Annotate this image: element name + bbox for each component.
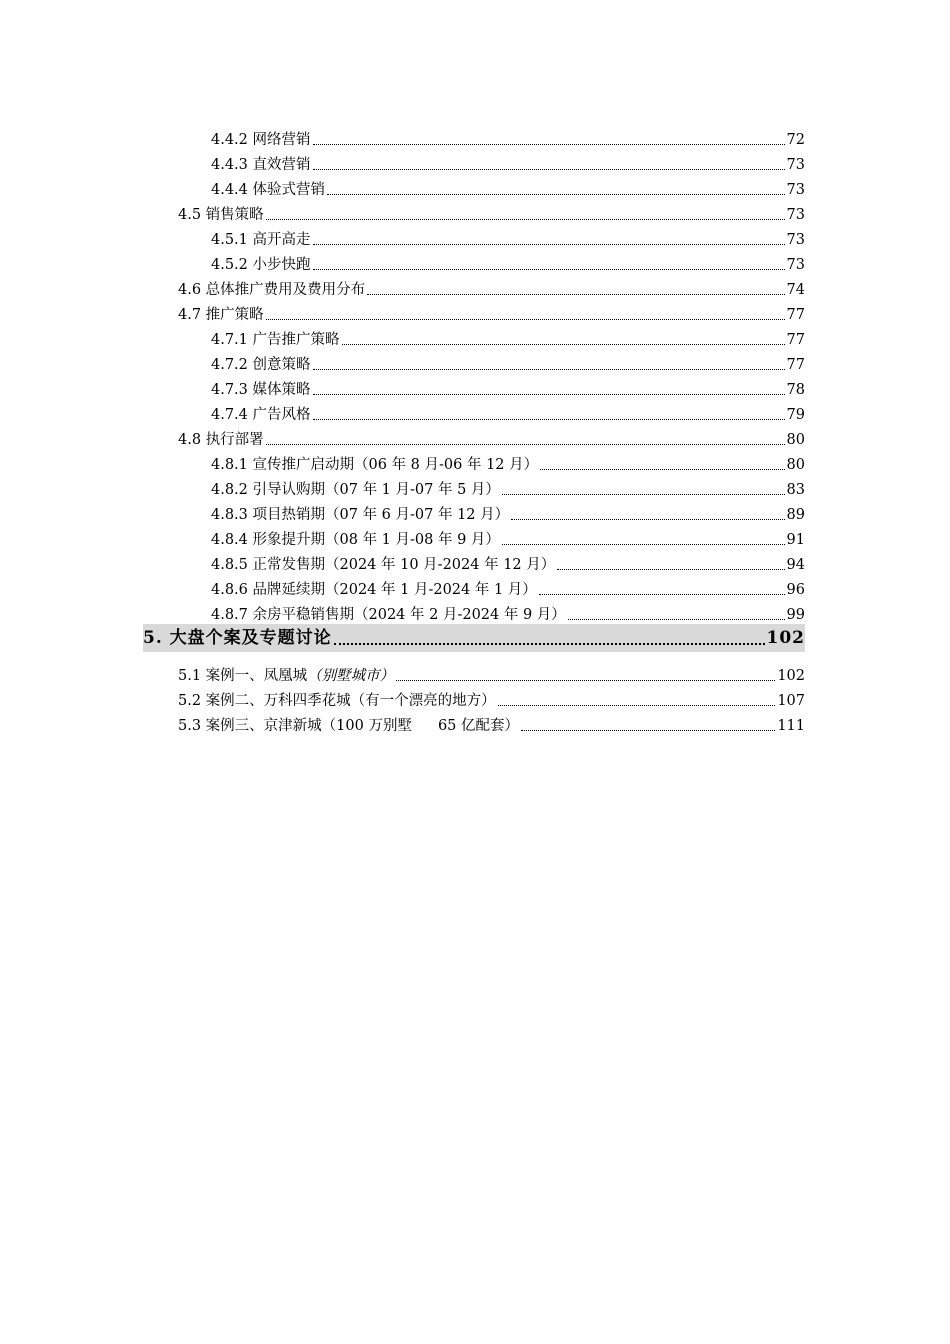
dot-leader [568, 618, 785, 620]
toc-entry-label: 4.5 销售策略 [178, 207, 264, 223]
toc-entry[interactable] [178, 424, 805, 449]
toc-entry-page: 96 [786, 582, 805, 598]
dot-leader [511, 518, 784, 520]
dot-leader [266, 443, 785, 445]
toc-entry-label: 4.7 推广策略 [178, 307, 264, 323]
toc-entry[interactable] [211, 124, 805, 149]
toc-entry-page: 83 [786, 482, 805, 498]
toc-entry-label: 4.4.2 网络营销 [211, 132, 311, 148]
toc-entry-label: 5. 大盘个案及专题讨论 [143, 628, 332, 648]
dot-leader [367, 293, 784, 295]
toc-entry-label: 4.8.6 品牌延续期（2024 年 1 月-2024 年 1 月） [211, 582, 537, 598]
dot-leader [539, 593, 785, 595]
toc-entry-label: 4.5.1 高开高走 [211, 232, 311, 248]
toc-entry[interactable] [178, 199, 805, 224]
toc-entry-label: 4.5.2 小步快跑 [211, 257, 311, 273]
toc-entry-page: 78 [786, 382, 805, 398]
toc-entry-label: 4.7.2 创意策略 [211, 357, 311, 373]
toc-entry[interactable] [211, 599, 805, 624]
dot-leader [313, 243, 785, 245]
dot-leader [266, 218, 785, 220]
toc-entry-page: 80 [786, 457, 805, 473]
toc-entry-label-italic: （别墅城市） [307, 668, 395, 684]
toc-entry-page: 91 [786, 532, 805, 548]
toc-entry[interactable] [211, 524, 805, 549]
toc-entry-label: 4.7.1 广告推广策略 [211, 332, 340, 348]
dot-leader [502, 493, 785, 495]
dot-leader [313, 268, 785, 270]
dot-leader [313, 143, 785, 145]
dot-leader [342, 343, 785, 345]
toc-entry-label: 5.2 案例二、万科四季花城（有一个漂亮的地方） [178, 693, 496, 709]
dot-leader [334, 642, 765, 645]
table-of-contents [0, 124, 950, 735]
toc-entry-page: 99 [786, 607, 805, 623]
toc-entry-label: 4.7.4 广告风格 [211, 407, 311, 423]
toc-entry[interactable] [178, 274, 805, 299]
toc-entry-page: 72 [786, 132, 805, 148]
toc-entry-page: 74 [786, 282, 805, 298]
toc-entry-label: 4.8.3 项目热销期（07 年 6 月-07 年 12 月） [211, 507, 510, 523]
toc-entry[interactable] [211, 324, 805, 349]
toc-entry[interactable] [211, 174, 805, 199]
toc-entry-page: 73 [786, 257, 805, 273]
dot-leader [396, 679, 775, 681]
toc-entry-label-main: 5.3 案例三、京津新城（100 万别墅 [178, 718, 412, 734]
toc-entry-page: 73 [786, 207, 805, 223]
dot-leader [498, 704, 776, 706]
toc-entry-label [178, 667, 394, 685]
toc-entry-label: 4.8 执行部署 [178, 432, 264, 448]
toc-entry[interactable] [211, 399, 805, 424]
toc-entry-label [178, 717, 519, 735]
toc-entry-page: 73 [786, 182, 805, 198]
dot-leader [313, 368, 785, 370]
toc-entry-label: 4.4.3 直效营销 [211, 157, 311, 173]
toc-entry-page: 89 [786, 507, 805, 523]
toc-entry-label: 4.8.2 引导认购期（07 年 1 月-07 年 5 月） [211, 482, 500, 498]
toc-entry[interactable] [211, 549, 805, 574]
toc-entry-page: 73 [786, 157, 805, 173]
toc-entry-page: 80 [786, 432, 805, 448]
toc-entry-page: 102 [777, 668, 805, 684]
toc-entry-label: 4.6 总体推广费用及费用分布 [178, 282, 366, 298]
toc-entry-label: 4.8.4 形象提升期（08 年 1 月-08 年 9 月） [211, 532, 500, 548]
toc-entry[interactable] [211, 224, 805, 249]
toc-entry-page: 73 [786, 232, 805, 248]
toc-entry[interactable] [211, 499, 805, 524]
dot-leader [327, 193, 785, 195]
toc-entry-page: 107 [777, 693, 805, 709]
toc-entry-page: 77 [786, 332, 805, 348]
toc-entry[interactable] [178, 685, 805, 710]
toc-entry[interactable] [178, 660, 805, 685]
toc-entry-page: 102 [766, 628, 805, 648]
toc-entry-page: 94 [786, 557, 805, 573]
dot-leader [313, 393, 785, 395]
dot-leader [313, 418, 785, 420]
toc-entry[interactable] [178, 299, 805, 324]
toc-entry[interactable] [211, 249, 805, 274]
toc-entry-label: 4.4.4 体验式营销 [211, 182, 326, 198]
toc-entry-page: 77 [786, 357, 805, 373]
toc-entry[interactable] [211, 574, 805, 599]
toc-entry-page: 79 [786, 407, 805, 423]
dot-leader [521, 729, 775, 731]
toc-entry-label: 4.7.3 媒体策略 [211, 382, 311, 398]
toc-chapter-heading[interactable] [143, 624, 805, 652]
toc-entry-label-main: 5.1 案例一、凤凰城 [178, 668, 308, 684]
toc-entry[interactable] [211, 374, 805, 399]
toc-entry-page: 77 [786, 307, 805, 323]
dot-leader [557, 568, 784, 570]
toc-entry-label: 4.8.5 正常发售期（2024 年 10 月-2024 年 12 月） [211, 557, 556, 573]
dot-leader [502, 543, 785, 545]
toc-entry-label: 4.8.7 余房平稳销售期（2024 年 2 月-2024 年 9 月） [211, 607, 566, 623]
dot-leader [540, 468, 784, 470]
dot-leader [313, 168, 785, 170]
toc-entry[interactable] [211, 349, 805, 374]
toc-entry[interactable] [211, 449, 805, 474]
dot-leader [266, 318, 785, 320]
toc-entry[interactable] [211, 149, 805, 174]
toc-entry-label-tail: 65 亿配套） [437, 718, 520, 734]
toc-entry[interactable] [211, 474, 805, 499]
toc-entry-page: 111 [777, 718, 805, 734]
toc-entry[interactable] [178, 710, 805, 735]
toc-entry-label: 4.8.1 宣传推广启动期（06 年 8 月-06 年 12 月） [211, 457, 539, 473]
